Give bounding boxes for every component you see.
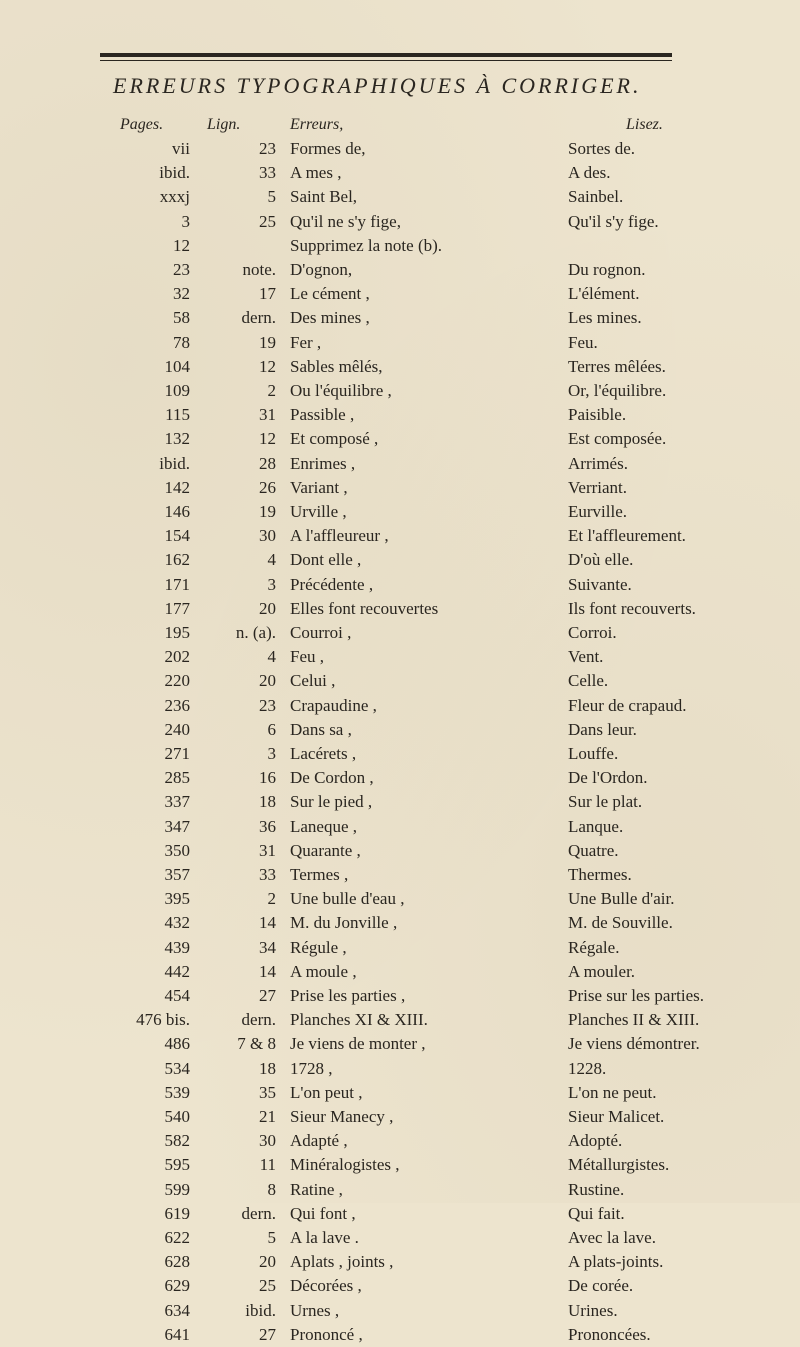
- row-error: Fer ,: [290, 332, 322, 352]
- row-page: 432: [164, 913, 190, 933]
- row-line: 19: [259, 502, 276, 521]
- row-correction: Régale.: [568, 937, 620, 957]
- row-correction: De corée.: [568, 1276, 634, 1296]
- table-row: [0, 1274, 800, 1298]
- row-page: 337: [164, 792, 190, 812]
- table-row: [0, 887, 800, 911]
- row-correction: M. de Souville.: [568, 913, 673, 933]
- row-error: Variant ,: [290, 477, 348, 497]
- row-line: 36: [259, 816, 276, 836]
- row-correction: Métallurgistes.: [568, 1155, 670, 1175]
- table-row: [0, 234, 800, 258]
- row-line: 33: [259, 865, 276, 884]
- row-correction: Celle.: [568, 671, 609, 691]
- row-line: dern.: [241, 1203, 276, 1223]
- row-page: 142: [164, 477, 190, 497]
- table-row: [0, 258, 800, 282]
- row-line: 8: [267, 1179, 276, 1199]
- row-correction: Quatre.: [568, 840, 619, 860]
- row-correction: Corroi.: [568, 623, 617, 642]
- table-row: [0, 1057, 800, 1081]
- row-line: 19: [259, 332, 276, 352]
- row-page: 582: [164, 1131, 190, 1151]
- row-error: Précédente ,: [290, 574, 374, 594]
- page-title: ERREURS TYPOGRAPHIQUES À CORRIGER.: [113, 73, 642, 98]
- row-error: Adapté ,: [290, 1131, 348, 1151]
- row-page: 629: [164, 1276, 190, 1296]
- row-error: Crapaudine ,: [290, 695, 377, 715]
- row-line: 4: [267, 550, 276, 570]
- row-line: 12: [259, 429, 276, 449]
- row-line: note.: [242, 260, 276, 279]
- row-line: 21: [259, 1107, 276, 1126]
- table-row: [0, 306, 800, 330]
- table-row: [0, 960, 800, 984]
- row-correction: Terres mêlées.: [568, 356, 666, 376]
- row-line: 20: [259, 598, 276, 618]
- table-row: [0, 476, 800, 500]
- row-error: Des mines ,: [290, 308, 370, 328]
- header-read: Lisez.: [626, 116, 663, 133]
- row-line: 7 & 8: [237, 1034, 276, 1054]
- row-correction: Paisible.: [568, 405, 627, 425]
- row-line: 2: [267, 889, 276, 909]
- row-correction: L'on ne peut.: [568, 1082, 657, 1102]
- row-error: M. du Jonville ,: [290, 913, 398, 933]
- row-page: 236: [164, 695, 190, 715]
- row-line: 33: [259, 163, 276, 183]
- table-row: [0, 379, 800, 403]
- table-header: [0, 113, 800, 137]
- row-error: Minéralogistes ,: [290, 1155, 400, 1175]
- row-correction: Qu'il s'y fige.: [568, 211, 659, 231]
- row-page: 12: [173, 235, 190, 255]
- row-page: 58: [173, 308, 190, 328]
- row-page: 154: [164, 526, 190, 546]
- table-row: [0, 1008, 800, 1032]
- table-row: [0, 766, 800, 790]
- row-line: 20: [259, 1252, 276, 1272]
- header-pages: Pages.: [120, 116, 164, 133]
- header-lines: Lign.: [207, 116, 241, 133]
- row-error: A mes ,: [290, 163, 342, 183]
- row-correction: A des.: [568, 163, 611, 183]
- row-error: Formes de,: [290, 139, 366, 158]
- row-page: 442: [164, 961, 190, 981]
- row-line: 28: [259, 453, 276, 473]
- row-correction: Sainbel.: [568, 187, 624, 207]
- row-correction: Suivante.: [568, 574, 632, 594]
- row-correction: Prise sur les parties.: [568, 986, 704, 1005]
- row-correction: Qui fait.: [568, 1203, 625, 1223]
- table-row: [0, 1202, 800, 1226]
- row-correction: Du rognon.: [568, 260, 646, 279]
- row-page: 220: [164, 671, 190, 691]
- row-line: 27: [259, 986, 276, 1005]
- row-error: Courroi ,: [290, 623, 352, 642]
- row-page: 486: [164, 1034, 190, 1054]
- row-page: 641: [164, 1324, 190, 1344]
- row-line: 2: [267, 381, 276, 400]
- row-line: 5: [267, 1228, 276, 1247]
- row-page: 347: [164, 816, 190, 836]
- row-error: A moule ,: [290, 961, 357, 981]
- table-row: [0, 863, 800, 887]
- table-row: [0, 645, 800, 669]
- row-correction: Ils font recouverts.: [568, 598, 696, 618]
- table-row: [0, 427, 800, 451]
- row-page: 146: [164, 502, 190, 521]
- row-page: 619: [164, 1203, 190, 1223]
- row-error: Ratine ,: [290, 1179, 343, 1199]
- row-line: 25: [259, 211, 276, 231]
- table-row: [0, 984, 800, 1008]
- table-row: [0, 621, 800, 645]
- row-page: 202: [164, 647, 190, 667]
- table-row: [0, 548, 800, 572]
- row-error: Dans sa ,: [290, 719, 352, 739]
- row-error: Celui ,: [290, 671, 336, 691]
- row-correction: Sieur Malicet.: [568, 1107, 665, 1126]
- row-page: 162: [164, 550, 190, 570]
- row-line: 3: [267, 744, 276, 763]
- row-line: 14: [259, 913, 276, 933]
- table-row: [0, 790, 800, 814]
- row-correction: Thermes.: [568, 865, 632, 884]
- row-page: 115: [165, 405, 190, 425]
- table-row: [0, 718, 800, 742]
- row-correction: Feu.: [568, 332, 598, 352]
- table-row: [0, 1323, 800, 1347]
- row-correction: Sur le plat.: [568, 792, 643, 812]
- table-row: [0, 1299, 800, 1323]
- table-row: [0, 1032, 800, 1056]
- row-correction: A mouler.: [568, 961, 636, 981]
- table-row: [0, 1153, 800, 1177]
- table-row: [0, 137, 800, 161]
- row-error: Décorées ,: [290, 1276, 362, 1296]
- row-correction: Louffe.: [568, 744, 619, 763]
- row-correction: Fleur de crapaud.: [568, 695, 687, 715]
- row-line: 30: [259, 526, 276, 546]
- row-correction: Arrimés.: [568, 453, 628, 473]
- row-correction: Or, l'équilibre.: [568, 381, 667, 400]
- row-error: 1728 ,: [290, 1058, 333, 1078]
- row-error: Prise les parties ,: [290, 986, 406, 1005]
- row-page: 357: [164, 865, 190, 884]
- row-correction: Adopté.: [568, 1131, 623, 1151]
- row-page: 395: [164, 889, 190, 909]
- row-page: 271: [164, 744, 190, 763]
- table-row: [0, 911, 800, 935]
- row-correction: Planches II & XIII.: [568, 1010, 700, 1030]
- row-error: Lacérets ,: [290, 744, 357, 763]
- table-row: [0, 742, 800, 766]
- header-errors: Erreurs,: [290, 116, 344, 133]
- row-line: 31: [259, 405, 276, 425]
- row-line: ibid.: [245, 1300, 276, 1320]
- row-correction: Lanque.: [568, 816, 624, 836]
- row-correction: Une Bulle d'air.: [568, 889, 675, 909]
- row-error: A l'affleureur ,: [290, 526, 389, 546]
- table-row: [0, 282, 800, 306]
- row-correction: Eurville.: [568, 502, 628, 521]
- row-error: Prononcé ,: [290, 1324, 363, 1344]
- row-page: 454: [164, 986, 190, 1005]
- table-row: [0, 1250, 800, 1274]
- row-page: 439: [164, 937, 190, 957]
- table-row: [0, 669, 800, 693]
- row-line: 16: [259, 768, 276, 788]
- row-error: Planches XI & XIII.: [290, 1010, 428, 1030]
- row-correction: L'élément.: [568, 284, 640, 304]
- table-row: [0, 161, 800, 185]
- row-page: 634: [164, 1300, 190, 1320]
- table-row: [0, 1178, 800, 1202]
- row-correction: Vent.: [568, 647, 604, 667]
- row-error: Ou l'équilibre ,: [290, 381, 392, 400]
- row-error: Je viens de monter ,: [290, 1034, 426, 1054]
- table-row: [0, 1129, 800, 1153]
- row-correction: Prononcées.: [568, 1324, 651, 1344]
- row-page: 78: [173, 332, 190, 352]
- table-row: [0, 500, 800, 524]
- table-row: [0, 210, 800, 234]
- table-row: [0, 1105, 800, 1129]
- row-line: 26: [259, 477, 276, 497]
- row-error: A la lave .: [290, 1228, 359, 1247]
- row-correction: Rustine.: [568, 1179, 625, 1199]
- table-row: [0, 185, 800, 209]
- row-line: dern.: [241, 308, 276, 328]
- row-line: 4: [267, 647, 276, 667]
- row-correction: Est composée.: [568, 429, 667, 449]
- row-error: Aplats , joints ,: [290, 1252, 394, 1272]
- table-row: [0, 815, 800, 839]
- row-line: 34: [259, 937, 276, 957]
- row-page: 132: [164, 429, 190, 449]
- row-line: 23: [259, 139, 276, 158]
- row-page: 32: [173, 284, 190, 304]
- row-line: 20: [259, 671, 276, 691]
- row-correction: Sortes de.: [568, 139, 636, 158]
- row-error: Urville ,: [290, 502, 347, 521]
- row-correction: Avec la lave.: [568, 1228, 656, 1247]
- row-error: Le cément ,: [290, 284, 370, 304]
- table-row: [0, 524, 800, 548]
- row-correction: A plats-joints.: [568, 1252, 664, 1272]
- table-row: [0, 936, 800, 960]
- row-line: 23: [259, 695, 276, 715]
- row-page: 539: [164, 1082, 190, 1102]
- row-page: 622: [164, 1228, 190, 1247]
- row-error: Supprimez la note (b).: [290, 235, 443, 255]
- row-page: ibid.: [159, 453, 190, 473]
- row-correction: De l'Ordon.: [568, 768, 648, 788]
- row-error: Dont elle ,: [290, 550, 362, 570]
- row-line: 6: [267, 719, 276, 739]
- row-error: Sur le pied ,: [290, 792, 373, 812]
- row-error: Qu'il ne s'y fige,: [290, 211, 401, 231]
- row-page: 628: [164, 1252, 190, 1272]
- row-error: Elles font recouvertes: [290, 598, 439, 618]
- row-page: 3: [181, 211, 190, 231]
- row-line: 5: [267, 187, 276, 207]
- row-error: Sables mêlés,: [290, 356, 383, 376]
- row-correction: Je viens démontrer.: [568, 1034, 700, 1054]
- row-error: L'on peut ,: [290, 1082, 363, 1102]
- row-page: 109: [164, 381, 190, 400]
- row-correction: 1228.: [568, 1058, 607, 1078]
- row-line: 30: [259, 1131, 276, 1151]
- row-error: Une bulle d'eau ,: [290, 889, 405, 909]
- row-error: D'ognon,: [290, 260, 353, 279]
- row-line: 31: [259, 840, 276, 860]
- row-error: Quarante ,: [290, 840, 361, 860]
- row-page: 104: [164, 356, 190, 376]
- row-line: 27: [259, 1324, 276, 1344]
- row-error: Feu ,: [290, 647, 324, 667]
- table-row: [0, 839, 800, 863]
- row-page: 177: [164, 598, 190, 618]
- row-correction: D'où elle.: [568, 550, 634, 570]
- table-row: [0, 1226, 800, 1250]
- row-correction: Urines.: [568, 1300, 618, 1320]
- row-line: 14: [259, 961, 276, 981]
- row-page: 240: [164, 719, 190, 739]
- row-error: Laneque ,: [290, 816, 358, 836]
- row-page: 595: [164, 1155, 190, 1175]
- table-row: [0, 597, 800, 621]
- row-error: Termes ,: [290, 865, 349, 884]
- row-error: Régule ,: [290, 937, 347, 957]
- row-line: 25: [259, 1276, 276, 1296]
- row-error: Urnes ,: [290, 1300, 340, 1320]
- row-error: De Cordon ,: [290, 768, 374, 788]
- row-page: 23: [173, 260, 190, 279]
- row-error: Et composé ,: [290, 429, 379, 449]
- row-line: 35: [259, 1082, 276, 1102]
- row-correction: Dans leur.: [568, 719, 637, 739]
- row-line: 11: [259, 1155, 276, 1175]
- row-line: 18: [259, 1058, 276, 1078]
- row-line: 12: [259, 356, 276, 376]
- row-correction: Les mines.: [568, 308, 642, 328]
- header-rule-thick: [100, 53, 672, 57]
- row-error: Saint Bel,: [290, 187, 358, 207]
- row-line: 18: [259, 792, 276, 812]
- row-page: ibid.: [159, 163, 190, 183]
- table-row: [0, 1081, 800, 1105]
- table-row: [0, 355, 800, 379]
- row-page: 171: [164, 574, 190, 594]
- row-page: xxxj: [159, 187, 190, 207]
- table-row: [0, 694, 800, 718]
- row-correction: Verriant.: [568, 477, 628, 497]
- table-row: [0, 331, 800, 355]
- row-correction: Et l'affleurement.: [568, 526, 686, 546]
- row-page: 599: [164, 1179, 190, 1199]
- row-page: 534: [164, 1058, 190, 1078]
- row-page: 195: [164, 623, 190, 642]
- row-page: 476 bis.: [136, 1010, 190, 1030]
- header-rule-thin: [100, 60, 672, 61]
- row-line: 17: [259, 284, 276, 304]
- row-page: vii: [172, 139, 190, 158]
- row-line: dern.: [241, 1010, 276, 1030]
- row-line: 3: [267, 574, 276, 594]
- row-error: Qui font ,: [290, 1203, 356, 1223]
- table-row: [0, 452, 800, 476]
- row-line: n. (a).: [235, 623, 276, 642]
- table-row: [0, 403, 800, 427]
- table-row: [0, 573, 800, 597]
- row-page: 350: [164, 840, 190, 860]
- row-page: 285: [164, 768, 190, 788]
- row-error: Enrimes ,: [290, 453, 356, 473]
- row-page: 540: [164, 1107, 190, 1126]
- row-error: Sieur Manecy ,: [290, 1107, 394, 1126]
- row-error: Passible ,: [290, 405, 355, 425]
